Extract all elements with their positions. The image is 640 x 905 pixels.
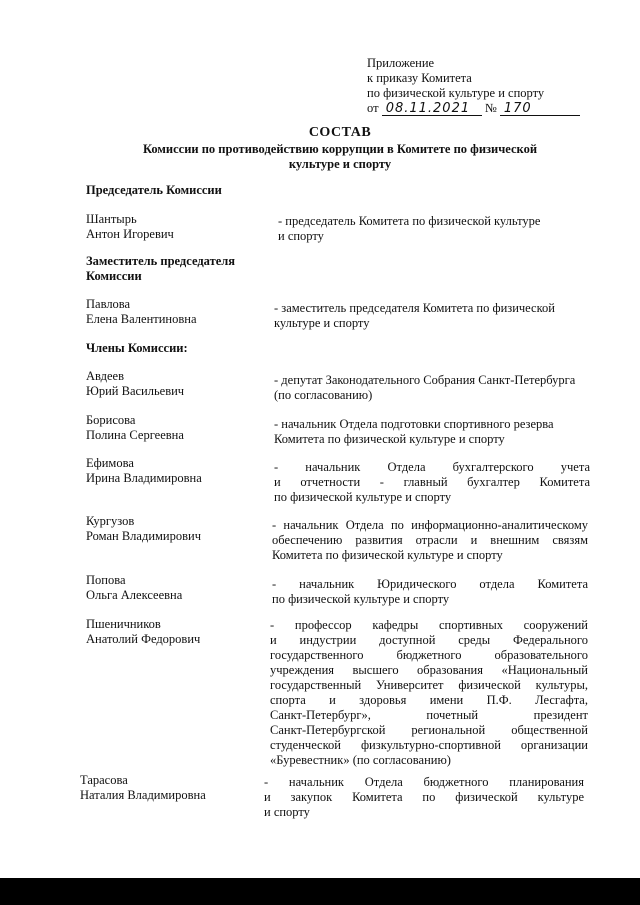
member-surname: Кургузов bbox=[86, 514, 135, 528]
handwritten-date: 08.11.2021 bbox=[382, 102, 482, 116]
member-borisova bbox=[86, 413, 266, 443]
title-subtitle-line-1: Комиссии по противодействию коррупции в Комитете по физической bbox=[142, 142, 538, 156]
handwritten-number: 170 bbox=[500, 102, 580, 116]
date-prefix: от bbox=[367, 101, 379, 115]
order-date-line bbox=[367, 101, 587, 116]
member-name: Полина Сергеевна bbox=[86, 428, 184, 442]
member-popova bbox=[86, 573, 266, 603]
member-pshenichnikov bbox=[86, 617, 266, 647]
members-heading: Члены Комиссии: bbox=[86, 341, 188, 355]
member-efimova bbox=[86, 456, 266, 486]
role-efimova: - начальник Отдела бухгалтерского учета и отчетности - главный бухгалтер Комитета по физической культуре и спорту bbox=[274, 460, 590, 504]
member-pavlova bbox=[86, 297, 266, 327]
appendix-label: Приложение bbox=[367, 56, 435, 70]
appendix-header bbox=[367, 56, 587, 116]
title-main: СОСТАВ bbox=[308, 125, 372, 140]
member-surname: Ефимова bbox=[86, 456, 134, 470]
order-reference: к приказу Комитета bbox=[367, 71, 472, 85]
role-kurguzov: - начальник Отдела по информационно-аналитическому обеспечению развития отрасли и внешним связям Комитета по физической культуре и спорту bbox=[272, 518, 588, 562]
member-shantyr bbox=[86, 212, 266, 242]
member-name: Анатолий Федорович bbox=[86, 632, 201, 646]
role-shantyr: - председатель Комитета по физической культуре и спорту bbox=[278, 214, 541, 243]
member-surname: Тарасова bbox=[80, 773, 128, 787]
scan-bottom-edge bbox=[0, 878, 640, 905]
role-tarasova: - начальник Отдела бюджетного планирования и закупок Комитета по физической культуре и спорту bbox=[264, 775, 584, 819]
member-surname: Павлова bbox=[86, 297, 131, 311]
chairman-heading: Председатель Комиссии bbox=[86, 183, 222, 197]
member-avdeev bbox=[86, 369, 266, 399]
member-name: Ирина Владимировна bbox=[86, 471, 202, 485]
member-name: Елена Валентиновна bbox=[86, 312, 197, 326]
member-name: Ольга Алексеевна bbox=[86, 588, 183, 602]
member-name: Юрий Васильевич bbox=[86, 384, 185, 398]
role-pavlova: - заместитель председателя Комитета по физической культуре и спорту bbox=[274, 301, 555, 330]
member-name: Роман Владимирович bbox=[86, 529, 201, 543]
title-subtitle-line-2: культуре и спорту bbox=[288, 157, 392, 171]
role-pshenichnikov: - профессор кафедры спортивных сооружений и индустрии доступной среды Федерального государственного бюджетного образовательного учреждения высшего образования «Национальный государственный Университет физической культуры, спорта и здоровья имени П.Ф. Лесгафта, Санкт-Петербург», почетный президент Санкт-Петербургской региональной общественной студенческой физкультурно-спортивной организации «Буревестник» (по согласованию) bbox=[270, 618, 588, 767]
member-surname: Пшеничников bbox=[86, 617, 161, 631]
committee-reference: по физической культуре и спорту bbox=[367, 86, 545, 100]
member-surname: Попова bbox=[86, 573, 126, 587]
member-kurguzov bbox=[86, 514, 266, 544]
role-popova: - начальник Юридического отдела Комитета по физической культуре и спорту bbox=[272, 577, 588, 606]
member-surname: Авдеев bbox=[86, 369, 124, 383]
member-surname: Шантырь bbox=[86, 212, 137, 226]
role-avdeev: - депутат Законодательного Собрания Санкт-Петербурга (по согласованию) bbox=[274, 373, 576, 402]
document-title bbox=[100, 125, 580, 172]
member-name: Антон Игоревич bbox=[86, 227, 174, 241]
member-name: Наталия Владимировна bbox=[80, 788, 206, 802]
deputy-heading: Заместитель председателя Комиссии bbox=[86, 254, 236, 283]
member-surname: Борисова bbox=[86, 413, 136, 427]
number-prefix: № bbox=[484, 101, 497, 115]
role-borisova: - начальник Отдела подготовки спортивного резерва Комитета по физической культуре и спорту bbox=[274, 417, 554, 446]
member-tarasova bbox=[80, 773, 260, 803]
